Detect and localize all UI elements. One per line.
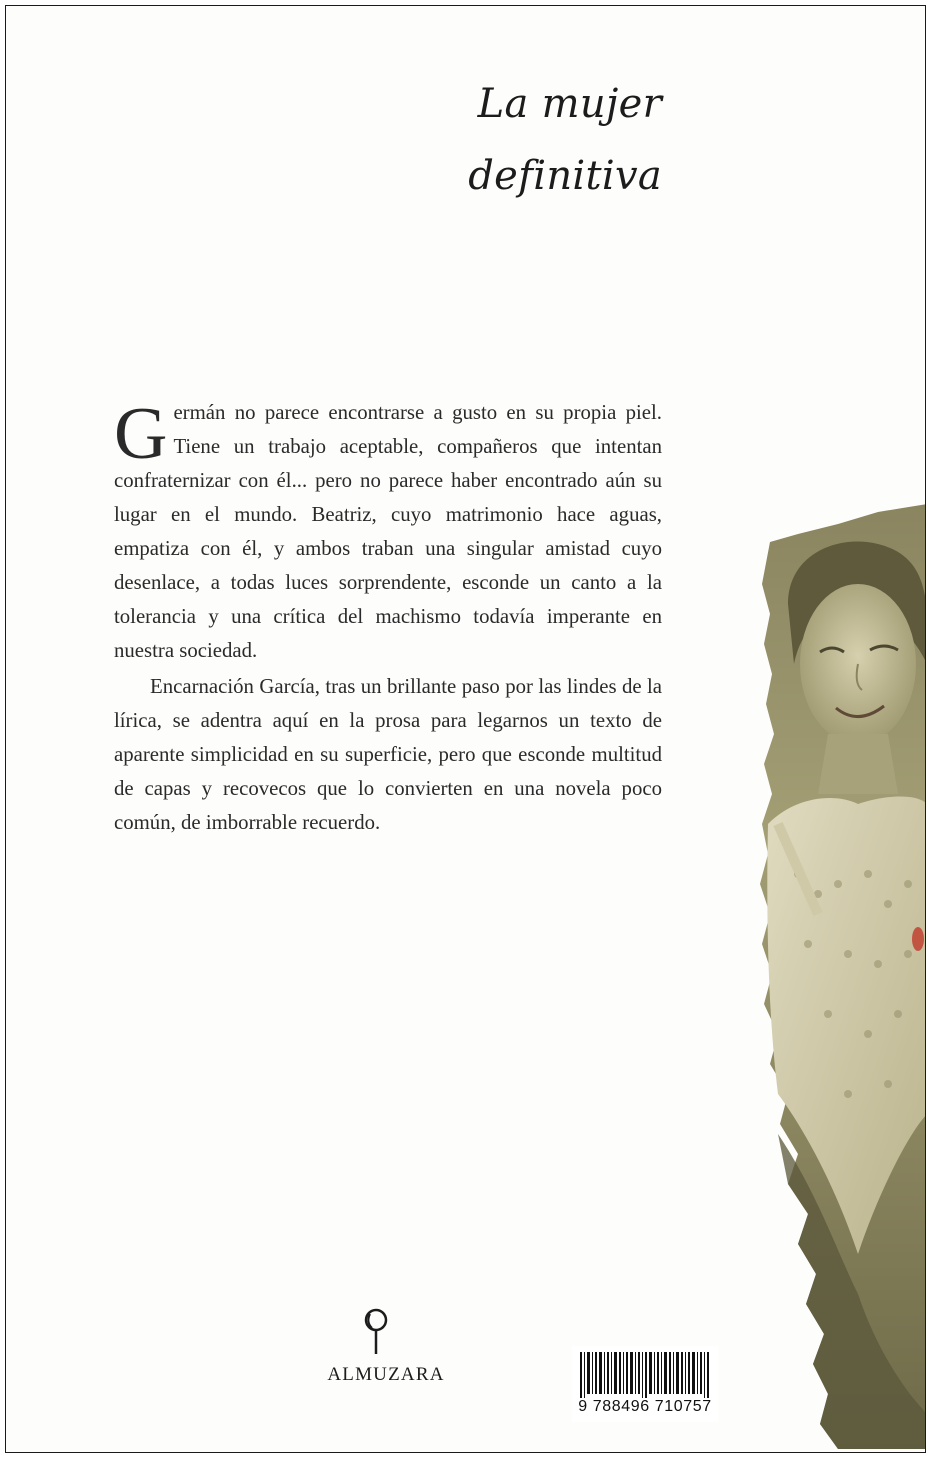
publisher-name: ALMUZARA (327, 1364, 445, 1385)
woman-photo-image (758, 494, 926, 1449)
blurb-text (114, 393, 662, 840)
blurb-paragraph-2: Encarnación García, tras un brillante paso por las lindes de la lírica, se adentra aquí en la prosa para legarnos un texto de aparente simplicidad en su superficie, pero que esconde multitud de capas y recovecos que lo convierten en una novela poco común, de imborrable recuerdo. (114, 675, 662, 834)
blurb-paragraph-1-text: ermán no parece encontrarse a gusto en su propia piel. Tiene un trabajo aceptable, compañeros que intentan confraternizar con él... pero no parece haber encontrado aún su lugar en el mundo. Beatriz, cuyo matrimonio hace aguas, empatiza con él, y ambos traban una singular amistad cuyo desenlace, a todas luces sorprendente, esconde un canto a la tolerancia y una crítica del machismo todavía imperante en nuestra sociedad. (114, 401, 662, 662)
isbn-number: 9 788496 710757 (578, 1398, 712, 1415)
title-line-2: definitiva (468, 153, 662, 199)
barcode-icon (580, 1352, 710, 1398)
title-line-1: La mujer (477, 81, 662, 127)
publisher-logo-icon (356, 1302, 396, 1358)
vintage-photo-collage (758, 494, 926, 1449)
book-back-cover (5, 5, 926, 1453)
blurb-paragraph-1 (114, 393, 662, 668)
drop-cap: G (114, 393, 168, 475)
isbn-barcode (572, 1346, 718, 1422)
book-title (386, 68, 662, 212)
